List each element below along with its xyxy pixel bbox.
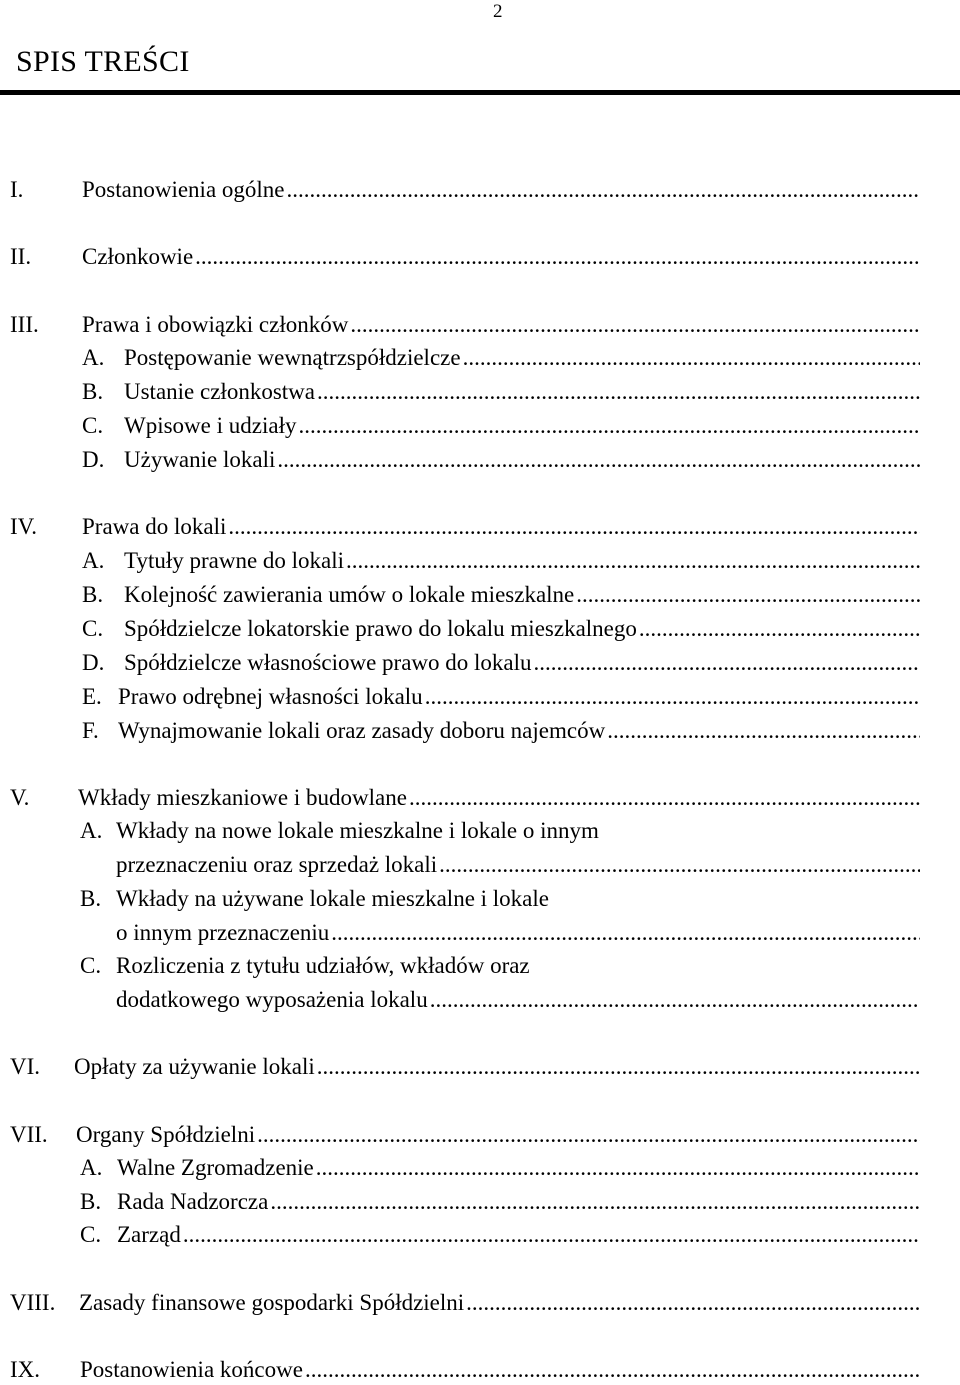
toc-subsection[interactable] [82,648,920,678]
subsection-letter: A. [82,548,105,573]
subsection-title: Zarząd [117,1222,181,1247]
dot-leader [346,546,920,576]
section-number: I. [10,177,24,202]
dot-leader [257,1120,920,1150]
toc-section[interactable] [10,1288,920,1318]
section-number: VII. [10,1122,48,1147]
toc-subsection-first-line[interactable] [80,884,549,914]
subsection-title: Używanie lokali [124,447,276,472]
subsection-letter: A. [80,818,103,843]
dot-leader [277,445,920,475]
subsection-title: Postępowanie wewnątrzspółdzielcze [124,345,461,370]
dot-leader [607,716,920,746]
toc-subsection[interactable] [80,1220,920,1250]
toc-subsection-first-line[interactable] [80,816,599,846]
toc-subsection[interactable] [82,546,920,576]
subsection-title: Prawo odrębnej własności lokalu [118,684,423,709]
section-number: II. [10,244,32,269]
dot-leader [195,242,920,272]
toc-subsection[interactable] [82,377,920,407]
subsection-letter: F. [82,718,99,743]
subsection-letter: A. [82,345,105,370]
dot-leader [463,343,920,373]
dot-leader [409,783,920,813]
subsection-letter: B. [82,582,104,607]
section-title: Postanowienia ogólne [82,177,285,202]
toc-subsection-continuation[interactable] [116,985,920,1015]
toc-subsection-first-line[interactable] [80,951,530,981]
subsection-title: Walne Zgromadzenie [117,1155,314,1180]
subsection-title: Kolejność zawierania umów o lokale mieszkalne [124,582,575,607]
dot-leader [317,1052,920,1082]
subsection-letter: B. [80,886,102,911]
subsection-title: Rozliczenia z tytułu udziałów, wkładów oraz [116,953,530,978]
toc-section[interactable] [10,242,920,272]
dot-leader [534,648,921,678]
subsection-letter: C. [80,1222,102,1247]
subsection-title: Wkłady na nowe lokale mieszkalne i lokale o innym [116,818,599,843]
toc-subsection[interactable] [82,614,920,644]
section-number: IV. [10,514,38,539]
section-number: VIII. [10,1290,56,1315]
subsection-letter: A. [80,1155,103,1180]
toc-subsection-continuation[interactable] [116,850,920,880]
subsection-title-continued: przeznaczeniu oraz sprzedaż lokali [116,852,438,877]
section-number: V. [10,785,30,810]
subsection-title: Rada Nadzorcza [117,1189,269,1214]
toc-section[interactable] [10,175,920,205]
section-title: Prawa i obowiązki członków [82,312,349,337]
section-title: Prawa do lokali [82,514,227,539]
subsection-letter: D. [82,650,105,675]
dot-leader [183,1220,920,1250]
toc-section[interactable] [10,1052,920,1082]
dot-leader [298,411,920,441]
section-number: IX. [10,1357,41,1382]
dot-leader [287,175,921,205]
subsection-title-continued: dodatkowego wyposażenia lokalu [116,987,428,1012]
title-divider [0,90,960,95]
toc-section[interactable] [10,512,920,542]
toc-section[interactable] [10,310,920,340]
toc-subsection[interactable] [80,1153,920,1183]
subsection-title-continued: o innym przeznaczeniu [116,920,330,945]
toc-subsection-continuation[interactable] [116,918,920,948]
subsection-title: Wynajmowanie lokali oraz zasady doboru najemców [118,718,606,743]
toc-section[interactable] [10,1120,920,1150]
toc-subsection[interactable] [82,580,920,610]
section-title: Postanowienia końcowe [80,1357,303,1382]
subsection-letter: D. [82,447,105,472]
subsection-letter: C. [82,616,104,641]
section-number: VI. [10,1054,41,1079]
dot-leader [576,580,920,610]
section-title: Wkłady mieszkaniowe i budowlane [78,785,407,810]
subsection-title: Ustanie członkostwa [124,379,315,404]
dot-leader [350,310,920,340]
toc-subsection[interactable] [82,716,920,746]
dot-leader [466,1288,920,1318]
dot-leader [228,512,920,542]
toc-section[interactable] [10,783,920,813]
subsection-title: Spółdzielcze własnościowe prawo do lokalu [124,650,532,675]
dot-leader [316,1153,920,1183]
page-number: 2 [493,1,503,22]
toc-subsection[interactable] [82,411,920,441]
section-title: Zasady finansowe gospodarki Spółdzielni [79,1290,465,1315]
subsection-letter: C. [82,413,104,438]
dot-leader [270,1187,920,1217]
dot-leader [317,377,920,407]
subsection-letter: E. [82,684,102,709]
dot-leader [439,850,920,880]
section-number: III. [10,312,39,337]
dot-leader [331,918,920,948]
subsection-title: Spółdzielcze lokatorskie prawo do lokalu mieszkalnego [124,616,637,641]
subsection-title: Tytuły prawne do lokali [124,548,345,573]
section-title: Organy Spółdzielni [76,1122,256,1147]
section-title: Opłaty za używanie lokali [74,1054,315,1079]
subsection-letter: B. [82,379,104,404]
toc-subsection[interactable] [82,343,920,373]
section-title: Członkowie [82,244,194,269]
dot-leader [430,985,920,1015]
subsection-letter: B. [80,1189,102,1214]
dot-leader [425,682,920,712]
subsection-title: Wpisowe i udziały [124,413,297,438]
subsection-title: Wkłady na używane lokale mieszkalne i lokale [116,886,549,911]
dot-leader [639,614,920,644]
page-title: SPIS TREŚCI [16,45,190,78]
subsection-letter: C. [80,953,102,978]
toc-subsection[interactable] [80,1187,920,1217]
toc-subsection[interactable] [82,445,920,475]
toc-subsection[interactable] [82,682,920,712]
